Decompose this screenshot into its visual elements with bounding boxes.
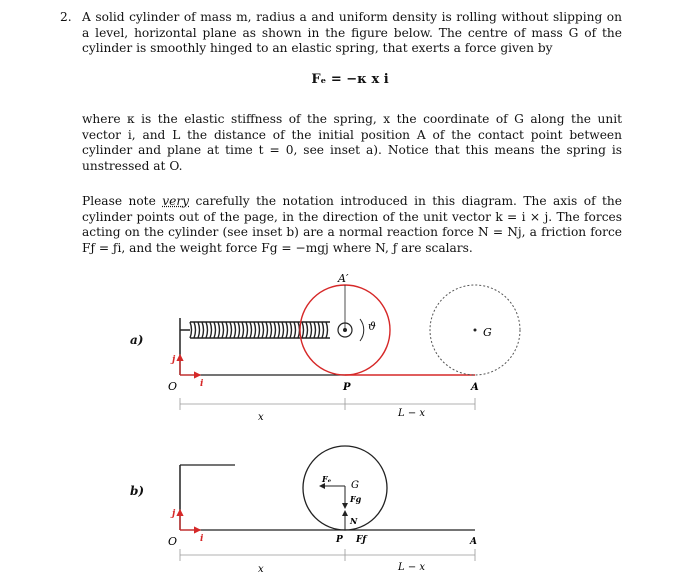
spring	[180, 322, 330, 338]
label-theta: ϑ	[368, 320, 376, 333]
label-j-b: j	[172, 509, 176, 519]
label-p-a: P	[343, 382, 351, 393]
problem-paragraph-2: where κ is the elastic stiffness of the spring, x the coordinate of G along the unit vector i, and L the distance of the initial position A of the contact point between cylinder and plane at time t = 0, see inset a). Notice that this means the spring is unstressed at O.	[82, 112, 622, 173]
label-g-a: G	[483, 326, 492, 339]
label-l-minus-x-b: L − x	[398, 562, 426, 573]
label-x-a: x	[258, 412, 264, 423]
label-x-b: x	[258, 564, 264, 575]
inset-b	[168, 446, 477, 575]
inset-a	[168, 272, 520, 423]
label-p-b: P	[336, 535, 343, 545]
label-i-b: i	[200, 534, 204, 544]
label-fe: Fₑ	[322, 474, 332, 484]
label-fg: Fg	[350, 494, 362, 504]
label-o-b: O	[168, 535, 178, 548]
problem-intro: A solid cylinder of mass m, radius a and uniform density is rolling without slipping on a level, horizontal plane as shown in the figure below. The centre of mass G of the cylinder is smoothly hinged to an elastic spring, that exerts a force given by	[82, 10, 622, 56]
label-j-a: j	[172, 355, 176, 365]
label-ff: Fƒ	[356, 535, 367, 545]
paragraph-3-rest: carefully the notation introduced in this diagram. The axis of the cylinder points out of the page, in the direction of the unit vector k = i × j. The forces acting on the cylinder (see inset b) are a normal reaction force N = Nj, a friction force Fƒ = ƒi, and the weight force Fg = −mgj where N, ƒ are scalars.	[82, 194, 622, 255]
emphasis-very: very	[162, 194, 190, 208]
paragraph-3-start: Please note	[82, 194, 163, 208]
rotation-arc	[360, 319, 364, 341]
label-o-a: O	[168, 380, 178, 393]
label-a-b: A	[470, 537, 477, 547]
label-n: N	[350, 516, 358, 526]
label-i-a: i	[200, 379, 204, 389]
inset-b-label: b)	[130, 484, 145, 498]
label-g-b: G	[351, 480, 359, 491]
spring-force-equation: Fₑ = −κ x i	[311, 72, 389, 87]
question-number: 2.	[60, 10, 72, 24]
label-a-prime: A′	[338, 272, 349, 285]
centre-dot-final	[474, 329, 477, 332]
inset-a-label: a)	[130, 333, 144, 347]
label-a-a: A	[471, 382, 479, 393]
label-l-minus-x-a: L − x	[398, 408, 426, 419]
